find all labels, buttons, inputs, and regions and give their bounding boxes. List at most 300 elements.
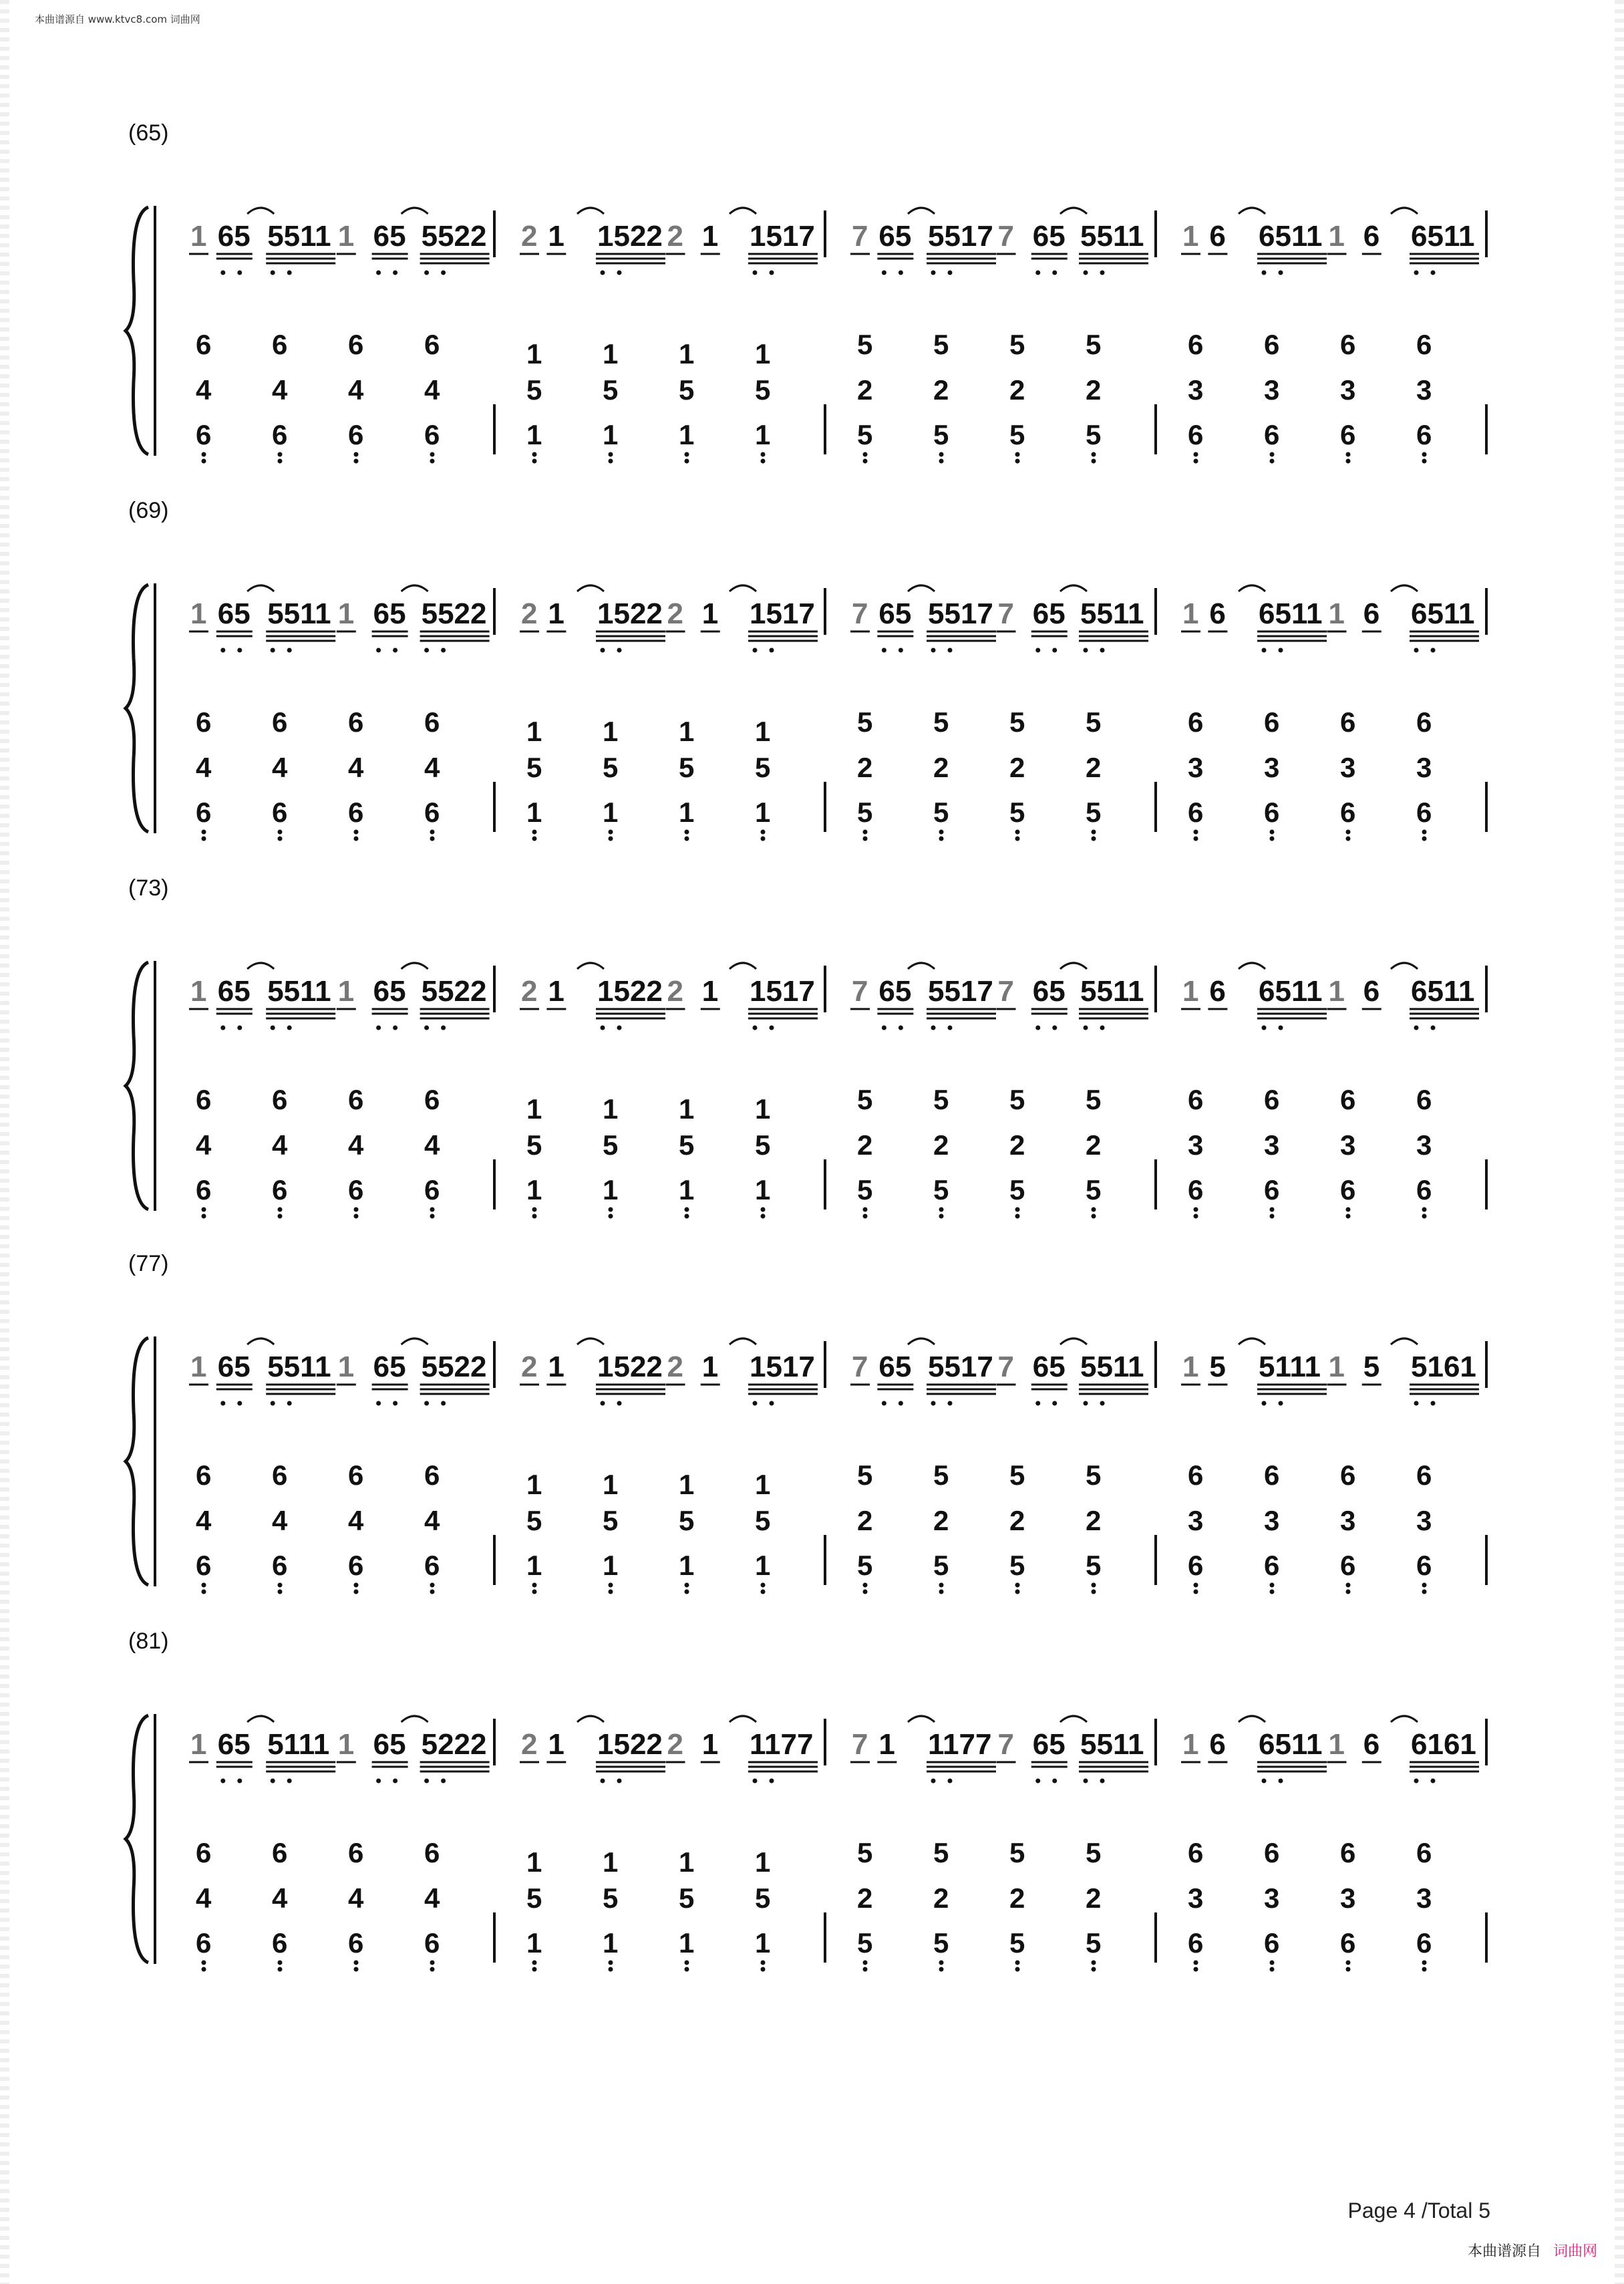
octave-dot [220, 271, 225, 275]
upper-note: 65 [1032, 597, 1066, 630]
chord-note: 6 [1340, 1550, 1356, 1581]
chord-note: 2 [1086, 1129, 1102, 1161]
upper-note: 1517 [750, 597, 815, 630]
octave-dot [685, 1214, 689, 1219]
chord-note: 2 [857, 1882, 873, 1914]
octave-dot [1431, 271, 1436, 275]
octave-dot [931, 1401, 936, 1406]
chord-note: 5 [1009, 797, 1025, 828]
upper-note: 5111 [267, 1728, 330, 1761]
upper-note: 5511 [1080, 597, 1144, 630]
octave-dot [376, 1026, 381, 1030]
upper-note: 1 [190, 1728, 207, 1761]
upper-note: 6 [1209, 220, 1226, 253]
chord-note: 5 [1086, 797, 1102, 828]
tie-arc [908, 963, 935, 969]
octave-dot [1279, 1401, 1283, 1406]
octave-dot [430, 452, 435, 457]
upper-note: 1 [1182, 597, 1199, 630]
chord-note: 5 [603, 1505, 619, 1536]
octave-dot [271, 1779, 275, 1783]
chord-note: 2 [857, 1505, 873, 1536]
octave-dot [761, 1207, 766, 1212]
upper-note: 1 [337, 597, 355, 630]
chord-note: 3 [1188, 752, 1204, 783]
octave-dot [863, 837, 868, 841]
measure-number-label: (69) [128, 498, 169, 523]
upper-note: 5511 [267, 1350, 331, 1383]
octave-dot [609, 452, 613, 457]
octave-dot [753, 1026, 758, 1030]
staff-svg [0, 1628, 1624, 1976]
tie-arc [401, 1338, 428, 1344]
octave-dot [278, 1214, 283, 1219]
upper-note: 5517 [928, 597, 993, 630]
octave-dot [424, 648, 429, 653]
octave-dot [1262, 1779, 1267, 1783]
chord-note: 1 [755, 1469, 771, 1500]
upper-note: 1 [1328, 1728, 1345, 1761]
octave-dot [761, 1967, 766, 1972]
octave-dot [393, 1401, 397, 1406]
octave-dot [1052, 648, 1057, 653]
upper-note: 1522 [597, 597, 663, 630]
octave-dot [278, 1967, 283, 1972]
octave-dot [1270, 1207, 1275, 1212]
octave-dot [685, 837, 689, 841]
chord-note: 5 [857, 329, 873, 360]
octave-dot [1346, 1590, 1351, 1594]
chord-note: 5 [1086, 329, 1102, 360]
octave-dot [354, 1214, 359, 1219]
octave-dot [376, 1779, 381, 1783]
chord-note: 6 [424, 419, 440, 450]
upper-note: 6 [1363, 597, 1380, 630]
octave-dot [1346, 1583, 1351, 1588]
staff-svg [0, 498, 1624, 845]
octave-dot [278, 452, 283, 457]
octave-dot [354, 1961, 359, 1965]
octave-dot [939, 1583, 944, 1588]
upper-note: 65 [878, 1350, 912, 1383]
upper-note: 2 [521, 975, 538, 1008]
chord-note: 1 [603, 1550, 619, 1581]
upper-note: 1 [548, 1350, 564, 1383]
chord-note: 6 [1264, 1459, 1280, 1491]
octave-dot [424, 1026, 429, 1030]
upper-note: 5511 [267, 975, 331, 1008]
chord-note: 6 [424, 329, 440, 360]
upper-note: 5 [1209, 1350, 1226, 1383]
tie-arc [1391, 1716, 1418, 1722]
chord-note: 3 [1188, 1129, 1204, 1161]
chord-note: 3 [1416, 1882, 1432, 1914]
octave-dot [1194, 1590, 1198, 1594]
octave-dot [532, 830, 537, 835]
chord-note: 5 [679, 1882, 695, 1914]
upper-note: 1 [190, 597, 207, 630]
upper-note: 1522 [597, 1350, 663, 1383]
octave-dot [1092, 1214, 1096, 1219]
chord-note: 5 [1009, 1837, 1025, 1868]
octave-dot [278, 1583, 283, 1588]
chord-note: 1 [526, 1846, 542, 1878]
octave-dot [899, 1026, 903, 1030]
octave-dot [1015, 1961, 1020, 1965]
chord-note: 6 [1416, 419, 1432, 450]
score-system [0, 875, 1624, 1223]
octave-dot [1270, 1583, 1275, 1588]
upper-note: 1 [878, 1728, 895, 1761]
upper-note: 5517 [928, 1350, 993, 1383]
upper-note: 6511 [1411, 220, 1475, 253]
octave-dot [770, 648, 774, 653]
octave-dot [1422, 1583, 1427, 1588]
tie-arc [1239, 1716, 1265, 1722]
octave-dot [271, 1401, 275, 1406]
octave-dot [939, 452, 944, 457]
upper-note: 5522 [421, 1350, 487, 1383]
octave-dot [532, 459, 537, 464]
octave-dot [1092, 1961, 1096, 1965]
octave-dot [354, 830, 359, 835]
chord-note: 5 [603, 1129, 619, 1161]
octave-dot [1279, 271, 1283, 275]
chord-note: 6 [1416, 1459, 1432, 1491]
octave-dot [1015, 452, 1020, 457]
octave-dot [1084, 648, 1088, 653]
octave-dot [278, 1961, 283, 1965]
octave-dot [1100, 1026, 1105, 1030]
chord-note: 4 [272, 1882, 288, 1914]
chord-note: 6 [196, 706, 212, 738]
octave-dot [1422, 1207, 1427, 1212]
octave-dot [601, 1026, 605, 1030]
octave-dot [863, 830, 868, 835]
octave-dot [393, 271, 397, 275]
octave-dot [609, 1590, 613, 1594]
octave-dot [1414, 1779, 1419, 1783]
tie-arc [729, 208, 756, 214]
octave-dot [882, 271, 886, 275]
measure-number-label: (81) [128, 1628, 169, 1654]
octave-dot [1015, 1207, 1020, 1212]
chord-note: 6 [272, 1927, 288, 1959]
tie-arc [729, 1338, 756, 1344]
octave-dot [1422, 452, 1427, 457]
tie-arc [1060, 208, 1087, 214]
octave-dot [882, 1401, 886, 1406]
octave-dot [1270, 459, 1275, 464]
octave-dot [1431, 1401, 1436, 1406]
octave-dot [863, 1207, 868, 1212]
chord-note: 5 [857, 706, 873, 738]
upper-note: 5511 [267, 597, 331, 630]
tie-arc [729, 585, 756, 591]
upper-note: 1 [337, 1728, 355, 1761]
octave-dot [532, 837, 537, 841]
upper-note: 1 [701, 220, 719, 253]
octave-dot [685, 1967, 689, 1972]
octave-dot [863, 1590, 868, 1594]
octave-dot [1346, 1207, 1351, 1212]
octave-dot [220, 1401, 225, 1406]
octave-dot [237, 648, 242, 653]
chord-note: 4 [272, 1505, 288, 1536]
chord-note: 5 [1009, 1084, 1025, 1115]
chord-note: 5 [933, 797, 949, 828]
tie-arc [1239, 208, 1265, 214]
chord-note: 6 [196, 329, 212, 360]
octave-dot [1035, 1401, 1040, 1406]
octave-dot [1279, 1779, 1283, 1783]
octave-dot [532, 452, 537, 457]
octave-dot [278, 459, 283, 464]
octave-dot [939, 459, 944, 464]
chord-note: 6 [196, 1837, 212, 1868]
upper-note: 7 [997, 220, 1014, 253]
octave-dot [939, 830, 944, 835]
chord-note: 6 [196, 1927, 212, 1959]
upper-note: 65 [373, 597, 406, 630]
octave-dot [1270, 1967, 1275, 1972]
upper-note: 2 [521, 597, 538, 630]
chord-note: 5 [1086, 1837, 1102, 1868]
chord-note: 5 [755, 374, 771, 406]
upper-note: 65 [1032, 1350, 1066, 1383]
octave-dot [271, 271, 275, 275]
upper-note: 5 [1363, 1350, 1380, 1383]
octave-dot [1414, 271, 1419, 275]
chord-note: 1 [603, 1174, 619, 1205]
chord-note: 2 [1009, 1505, 1025, 1536]
chord-note: 5 [857, 1459, 873, 1491]
chord-note: 6 [1188, 419, 1204, 450]
upper-note: 65 [878, 220, 912, 253]
octave-dot [202, 459, 206, 464]
octave-dot [220, 648, 225, 653]
octave-dot [753, 1779, 758, 1783]
octave-dot [1015, 1590, 1020, 1594]
chord-note: 1 [603, 419, 619, 450]
chord-note: 6 [1188, 1459, 1204, 1491]
octave-dot [1084, 271, 1088, 275]
chord-note: 6 [424, 797, 440, 828]
tie-arc [1060, 585, 1087, 591]
chord-note: 4 [196, 752, 212, 783]
chord-note: 4 [196, 1882, 212, 1914]
chord-note: 6 [424, 1174, 440, 1205]
tie-arc [401, 1716, 428, 1722]
chord-note: 6 [1340, 1174, 1356, 1205]
chord-note: 2 [1086, 374, 1102, 406]
upper-note: 1 [190, 975, 207, 1008]
octave-dot [939, 1214, 944, 1219]
octave-dot [202, 1214, 206, 1219]
chord-note: 4 [348, 1129, 364, 1161]
octave-dot [202, 1583, 206, 1588]
octave-dot [753, 271, 758, 275]
octave-dot [430, 1214, 435, 1219]
chord-note: 5 [679, 752, 695, 783]
chord-note: 6 [348, 1927, 364, 1959]
octave-dot [278, 830, 283, 835]
tie-arc [908, 1338, 935, 1344]
chord-note: 1 [755, 1846, 771, 1878]
octave-dot [1262, 1401, 1267, 1406]
octave-dot [532, 1590, 537, 1594]
octave-dot [1035, 271, 1040, 275]
upper-note: 1177 [928, 1728, 992, 1761]
octave-dot [899, 271, 903, 275]
octave-dot [1092, 452, 1096, 457]
upper-note: 5111 [1259, 1350, 1321, 1383]
octave-dot [1270, 837, 1275, 841]
tie-arc [1060, 1338, 1087, 1344]
chord-note: 2 [933, 752, 949, 783]
octave-dot [393, 1779, 397, 1783]
tie-arc [577, 585, 604, 591]
upper-note: 5511 [1080, 220, 1144, 253]
octave-dot [1035, 1779, 1040, 1783]
chord-note: 4 [424, 1129, 440, 1161]
chord-note: 6 [272, 1550, 288, 1581]
octave-dot [237, 1401, 242, 1406]
octave-dot [863, 452, 868, 457]
chord-note: 3 [1416, 374, 1432, 406]
chord-note: 6 [1188, 1174, 1204, 1205]
chord-note: 5 [1086, 1550, 1102, 1581]
octave-dot [1262, 648, 1267, 653]
chord-note: 4 [272, 374, 288, 406]
chord-note: 6 [424, 1927, 440, 1959]
octave-dot [376, 648, 381, 653]
chord-note: 1 [755, 797, 771, 828]
octave-dot [287, 1401, 292, 1406]
chord-note: 1 [526, 1927, 542, 1959]
upper-note: 6 [1209, 975, 1226, 1008]
tie-arc [247, 585, 274, 591]
octave-dot [601, 648, 605, 653]
upper-note: 1 [1328, 975, 1345, 1008]
chord-note: 6 [272, 1174, 288, 1205]
chord-note: 6 [1264, 329, 1280, 360]
chord-note: 6 [196, 419, 212, 450]
chord-note: 6 [348, 706, 364, 738]
octave-dot [287, 271, 292, 275]
octave-dot [601, 271, 605, 275]
tie-arc [908, 208, 935, 214]
octave-dot [441, 1779, 446, 1783]
chord-note: 5 [526, 752, 542, 783]
chord-note: 6 [1188, 1084, 1204, 1115]
upper-note: 1 [548, 1728, 564, 1761]
chord-note: 6 [196, 1459, 212, 1491]
chord-note: 6 [1264, 419, 1280, 450]
chord-note: 6 [196, 1084, 212, 1115]
octave-dot [1270, 830, 1275, 835]
octave-dot [948, 1779, 953, 1783]
chord-note: 5 [679, 374, 695, 406]
chord-note: 1 [526, 419, 542, 450]
octave-dot [202, 837, 206, 841]
upper-note: 65 [217, 220, 251, 253]
octave-dot [287, 648, 292, 653]
chord-note: 6 [348, 1459, 364, 1491]
tie-arc [1391, 208, 1418, 214]
octave-dot [1092, 830, 1096, 835]
octave-dot [609, 1214, 613, 1219]
chord-note: 4 [424, 1505, 440, 1536]
tie-arc [908, 1716, 935, 1722]
chord-note: 1 [526, 1469, 542, 1500]
chord-note: 5 [933, 1459, 949, 1491]
chord-note: 6 [1188, 1927, 1204, 1959]
octave-dot [1015, 1583, 1020, 1588]
octave-dot [948, 271, 953, 275]
upper-note: 1 [548, 597, 564, 630]
octave-dot [617, 1026, 622, 1030]
grand-staff-brace [126, 585, 148, 832]
upper-note: 65 [373, 1728, 406, 1761]
score-system [0, 120, 1624, 468]
octave-dot [601, 1779, 605, 1783]
octave-dot [354, 1583, 359, 1588]
chord-note: 4 [196, 1505, 212, 1536]
chord-note: 5 [933, 1084, 949, 1115]
octave-dot [354, 459, 359, 464]
staff-svg [0, 875, 1624, 1223]
tie-arc [247, 963, 274, 969]
octave-dot [1100, 1401, 1105, 1406]
chord-note: 4 [424, 374, 440, 406]
octave-dot [1035, 648, 1040, 653]
chord-note: 5 [603, 752, 619, 783]
octave-dot [1194, 1583, 1198, 1588]
chord-note: 6 [272, 706, 288, 738]
chord-note: 2 [1086, 752, 1102, 783]
chord-note: 3 [1188, 1505, 1204, 1536]
octave-dot [202, 1590, 206, 1594]
octave-dot [882, 1026, 886, 1030]
upper-note: 65 [217, 597, 251, 630]
chord-note: 1 [755, 419, 771, 450]
tie-arc [577, 963, 604, 969]
chord-note: 5 [857, 1174, 873, 1205]
tie-arc [247, 1338, 274, 1344]
upper-note: 1 [337, 975, 355, 1008]
footer-brand [1468, 2240, 1597, 2261]
upper-note: 1522 [597, 975, 663, 1008]
octave-dot [939, 1961, 944, 1965]
chord-note: 2 [933, 374, 949, 406]
octave-dot [1084, 1779, 1088, 1783]
upper-note: 1 [190, 220, 207, 253]
chord-note: 1 [603, 1927, 619, 1959]
tie-arc [1239, 585, 1265, 591]
octave-dot [761, 1961, 766, 1965]
chord-note: 2 [933, 1882, 949, 1914]
octave-dot [1279, 648, 1283, 653]
octave-dot [761, 1590, 766, 1594]
upper-note: 7 [997, 975, 1014, 1008]
chord-note: 5 [1009, 1927, 1025, 1959]
measure-number-label: (77) [128, 1251, 169, 1276]
chord-note: 3 [1416, 1129, 1432, 1161]
octave-dot [617, 648, 622, 653]
chord-note: 1 [679, 797, 695, 828]
chord-note: 6 [1416, 1084, 1432, 1115]
